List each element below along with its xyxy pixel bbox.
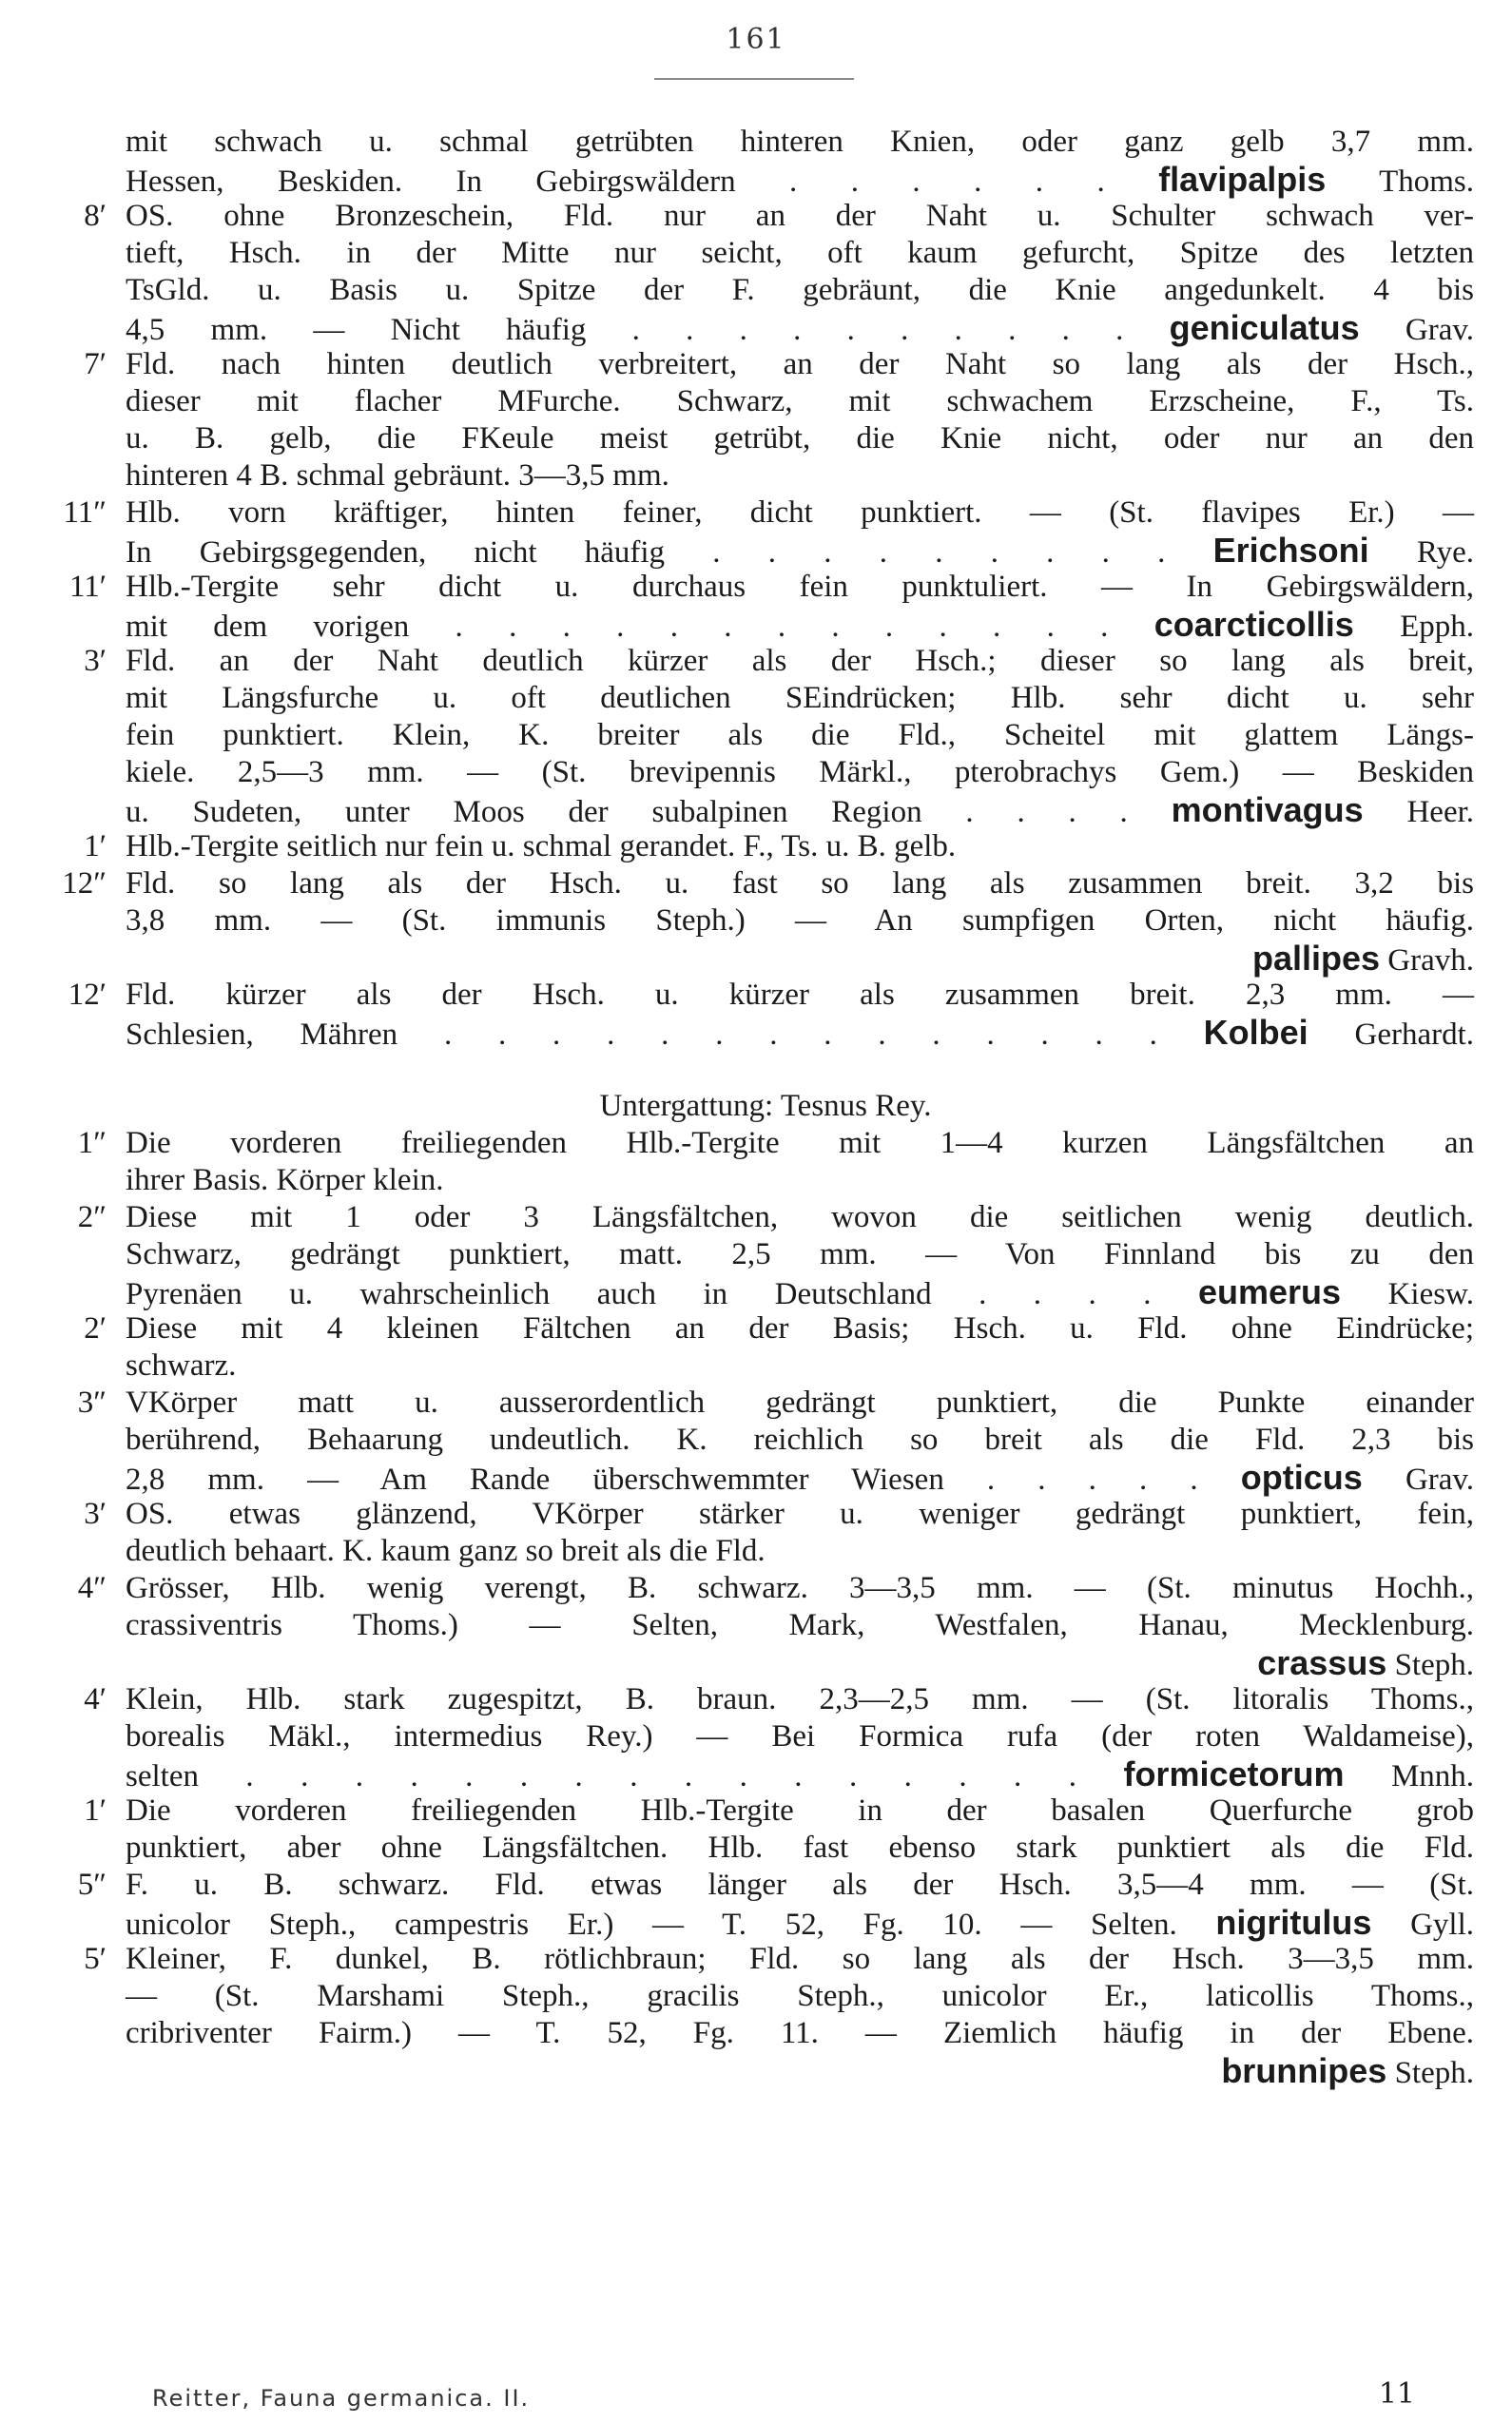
line-content: Die vorderen freiliegenden Hlb.-Tergite in der basalen Querfurche grob	[126, 1793, 1474, 1828]
text-line	[38, 791, 1493, 828]
text-line	[38, 1125, 1493, 1162]
text-line	[38, 272, 1493, 309]
line-content: Pyrenäen u. wahrscheinlich auch in Deutschland . . . .	[126, 1277, 1152, 1311]
line-text	[126, 977, 1474, 1014]
line-content: Hlb.-Tergite seitlich nur fein u. schmal gerandet. F., Ts. u. B. gelb.	[126, 829, 957, 863]
footer-source: Reitter, Fauna germanica. II.	[152, 2385, 531, 2412]
species-author: Grav.	[1405, 1463, 1475, 1497]
species-author: Mnnh.	[1390, 1759, 1475, 1793]
text-line	[38, 828, 1493, 865]
text-line	[38, 606, 1493, 643]
species-author: Steph.	[1394, 2056, 1474, 2090]
line-content: dieser mit flacher MFurche. Schwarz, mit schwachem Erzscheine, F., Ts.	[126, 384, 1474, 418]
text-line	[38, 717, 1493, 754]
species-author: Kiesw.	[1387, 1277, 1474, 1311]
line-content: mit dem vorigen . . . . . . . . . . . . .	[126, 610, 1109, 644]
species-author: Steph.	[1394, 1648, 1474, 1682]
text-line	[38, 1607, 1493, 1644]
line-text	[126, 1681, 1474, 1718]
text-line	[38, 865, 1493, 902]
couplet-number: 2′	[84, 1311, 107, 1346]
species-name: pallipes	[1251, 939, 1381, 978]
text-line	[38, 1941, 1493, 1978]
line-text	[126, 124, 1474, 161]
couplet-number: 1′	[84, 829, 107, 863]
line-text	[126, 828, 1474, 865]
line-text	[126, 1867, 1474, 1904]
line-text	[126, 1533, 1474, 1570]
line-text	[126, 1793, 1474, 1830]
text-line	[38, 1570, 1493, 1607]
species-name: crassus	[1257, 1643, 1387, 1682]
line-content: Grösser, Hlb. wenig verengt, B. schwarz. 3—3,5 mm. — (St. minutus Hochh.,	[126, 1571, 1474, 1605]
line-content: u. Sudeten, unter Moos der subalpinen Region . . . .	[126, 795, 1128, 829]
line-content: borealis Mäkl., intermedius Rey.) — Bei Formica rufa (der roten Waldameise),	[126, 1719, 1474, 1754]
line-content: mit Längsfurche u. oft deutlichen SEindrücken; Hlb. sehr dicht u. sehr	[126, 681, 1474, 715]
text-line	[38, 161, 1493, 198]
text-line	[38, 643, 1493, 680]
species-author: Gravh.	[1387, 943, 1474, 978]
line-content: Fld. kürzer als der Hsch. u. kürzer als zusammen breit. 2,3 mm. —	[126, 978, 1474, 1012]
line-text	[126, 346, 1474, 383]
couplet-number: 12″	[62, 866, 107, 901]
couplet-number: 1′	[84, 1793, 107, 1828]
line-content: selten . . . . . . . . . . . . . . . .	[126, 1759, 1076, 1793]
text-line	[38, 1867, 1493, 1904]
line-content: TsGld. u. Basis u. Spitze der F. gebräunt, die Knie angedunkelt. 4 bis	[126, 273, 1474, 307]
line-text	[126, 1310, 1474, 1347]
line-content: tieft, Hsch. in der Mitte nur seicht, oft kaum gefurcht, Spitze des letzten	[126, 236, 1474, 270]
couplet-number: 11″	[63, 495, 107, 530]
text-line	[38, 569, 1493, 606]
text-line	[38, 1755, 1493, 1793]
species-author: Grav.	[1405, 313, 1474, 347]
species-name: nigritulus	[1215, 1903, 1372, 1942]
species-author: Gyll.	[1410, 1908, 1474, 1942]
line-text	[126, 1570, 1474, 1607]
species-name: Erichsoni	[1212, 531, 1369, 570]
species-name: coarcticollis	[1153, 605, 1354, 644]
text-line	[38, 1162, 1493, 1199]
line-text	[126, 717, 1474, 754]
couplet-number: 2″	[77, 1200, 107, 1234]
text-line	[38, 1681, 1493, 1718]
text-line	[38, 1347, 1493, 1385]
line-content: Die vorderen freiliegenden Hlb.-Tergite mit 1—4 kurzen Längsfältchen an	[126, 1126, 1474, 1160]
line-content: 3,8 mm. — (St. immunis Steph.) — An sumpfigen Orten, nicht häufig.	[126, 903, 1474, 938]
line-content: unicolor Steph., campestris Er.) — T. 52, Fg. 10. — Selten.	[126, 1908, 1177, 1942]
line-content: deutlich behaart. K. kaum ganz so breit als die Fld.	[126, 1534, 766, 1568]
text-line	[38, 1051, 1493, 1088]
species-author: Gerhardt.	[1354, 1018, 1475, 1052]
text-line	[38, 124, 1493, 161]
line-content: Fld. so lang als der Hsch. u. fast so lang als zusammen breit. 3,2 bis	[126, 866, 1474, 901]
text-line	[38, 1793, 1493, 1830]
couplet-number: 7′	[84, 347, 107, 381]
line-content: Schwarz, gedrängt punktiert, matt. 2,5 mm. — Von Finnland bis zu den	[126, 1237, 1474, 1271]
text-line	[38, 1904, 1493, 1941]
text-line	[38, 1459, 1493, 1496]
line-text	[126, 532, 1474, 572]
text-line	[38, 2015, 1493, 2052]
line-content: punktiert, aber ohne Längsfältchen. Hlb. fast ebenso stark punktiert als die Fld.	[126, 1831, 1474, 1865]
couplet-number: 12′	[68, 978, 107, 1012]
couplet-number: 8′	[84, 199, 107, 233]
text-line	[38, 977, 1493, 1014]
species-line	[126, 1644, 1474, 1684]
text-line	[38, 346, 1493, 383]
line-content: Klein, Hlb. stark zugespitzt, B. braun. 2,3—2,5 mm. — (St. litoralis Thoms.,	[126, 1682, 1474, 1716]
couplet-number: 1″	[77, 1126, 107, 1160]
line-text	[126, 272, 1474, 309]
line-text	[126, 1014, 1474, 1054]
species-author: Thoms.	[1379, 165, 1475, 199]
text-line	[38, 198, 1493, 235]
text-line	[38, 1644, 1493, 1681]
line-text	[126, 865, 1474, 902]
line-content: Untergattung: Tesnus Rey.	[599, 1089, 932, 1123]
line-text	[126, 680, 1474, 717]
text-line	[38, 2052, 1493, 2089]
line-text	[126, 1273, 1474, 1313]
line-text	[126, 420, 1474, 457]
species-author: Epph.	[1400, 610, 1475, 644]
line-text	[126, 569, 1474, 606]
line-content: In Gebirgsgegenden, nicht häufig . . . . . . . . .	[126, 535, 1166, 570]
text-line	[38, 1718, 1493, 1755]
text-line	[38, 1310, 1493, 1347]
line-text	[126, 161, 1474, 201]
line-text	[126, 1125, 1474, 1162]
species-name: formicetorum	[1123, 1754, 1345, 1793]
line-content: OS. etwas glänzend, VKörper stärker u. weniger gedrängt punktiert, fein,	[126, 1497, 1474, 1531]
text-line	[38, 1385, 1493, 1422]
line-text	[126, 1347, 1474, 1385]
couplet-number: 4″	[77, 1571, 107, 1605]
text-line	[38, 754, 1493, 791]
species-name: opticus	[1240, 1458, 1363, 1497]
line-content: Fld. an der Naht deutlich kürzer als der Hsch.; dieser so lang als breit,	[126, 644, 1474, 678]
couplet-number: 4′	[84, 1682, 107, 1716]
line-text	[126, 606, 1474, 646]
text-line	[38, 1273, 1493, 1310]
couplet-number: 3′	[84, 644, 107, 678]
line-text	[126, 235, 1474, 272]
species-name: Kolbei	[1203, 1013, 1308, 1052]
line-content: Diese mit 4 kleinen Fältchen an der Basis; Hsch. u. Fld. ohne Eindrücke;	[126, 1311, 1474, 1346]
text-line	[38, 1236, 1493, 1273]
line-text	[126, 198, 1474, 235]
couplet-number: 11′	[69, 570, 107, 604]
text-line	[38, 940, 1493, 977]
text-line	[38, 1830, 1493, 1867]
line-text	[126, 2015, 1474, 2052]
text-line	[38, 1978, 1493, 2015]
text-line	[38, 532, 1493, 569]
species-name: montivagus	[1171, 790, 1364, 829]
line-text	[126, 383, 1474, 420]
line-text	[126, 791, 1474, 831]
line-text	[126, 457, 1474, 494]
line-text	[126, 1385, 1474, 1422]
line-text	[126, 1904, 1474, 1944]
text-line	[38, 235, 1493, 272]
text-line	[38, 1014, 1493, 1051]
text-line	[38, 902, 1493, 940]
text-line	[38, 1533, 1493, 1570]
text-line	[38, 309, 1493, 346]
line-text	[126, 1199, 1474, 1236]
species-name: flavipalpis	[1158, 160, 1327, 199]
text-line	[38, 1496, 1493, 1533]
line-content: Hlb. vorn kräftiger, hinten feiner, dicht punktiert. — (St. flavipes Er.) —	[126, 495, 1474, 530]
species-name: geniculatus	[1169, 308, 1360, 347]
line-content: fein punktiert. Klein, K. breiter als die Fld., Scheitel mit glattem Längs-	[126, 718, 1474, 752]
text-line	[38, 680, 1493, 717]
text-line	[38, 1422, 1493, 1459]
species-line	[126, 940, 1474, 979]
line-content: cribriventer Fairm.) — T. 52, Fg. 11. — Ziemlich häufig in der Ebene.	[126, 2016, 1474, 2050]
line-content: berührend, Behaarung undeutlich. K. reichlich so breit als die Fld. 2,3 bis	[126, 1423, 1474, 1457]
line-text	[126, 1830, 1474, 1867]
line-content: OS. ohne Bronzeschein, Fld. nur an der Naht u. Schulter schwach ver-	[126, 199, 1474, 233]
line-content: Kleiner, F. dunkel, B. rötlichbraun; Fld. so lang als der Hsch. 3—3,5 mm.	[126, 1942, 1474, 1976]
line-content: 2,8 mm. — Am Rande überschwemmter Wiesen . . . . .	[126, 1463, 1198, 1497]
line-content: F. u. B. schwarz. Fld. etwas länger als der Hsch. 3,5—4 mm. — (St.	[126, 1868, 1474, 1902]
page-number: 161	[726, 23, 786, 56]
line-text	[126, 1755, 1474, 1795]
text-line	[38, 420, 1493, 457]
line-content: mit schwach u. schmal getrübten hinteren Knien, oder ganz gelb 3,7 mm.	[126, 125, 1474, 159]
couplet-number: 3′	[84, 1497, 107, 1531]
line-content: Diese mit 1 oder 3 Längsfältchen, wovon die seitlichen wenig deutlich.	[126, 1200, 1474, 1234]
line-content: kiele. 2,5—3 mm. — (St. brevipennis Märkl., pterobrachys Gem.) — Beskiden	[126, 755, 1474, 789]
species-name: eumerus	[1198, 1272, 1342, 1311]
footer-signature: 11	[1378, 2377, 1415, 2411]
line-text	[126, 1978, 1474, 2015]
line-content: crassiventris Thoms.) — Selten, Mark, Westfalen, Hanau, Mecklenburg.	[126, 1608, 1474, 1642]
text-line	[38, 494, 1493, 532]
line-text	[126, 494, 1474, 532]
line-content: Hlb.-Tergite sehr dicht u. durchaus fein punktuliert. — In Gebirgswäldern,	[126, 570, 1474, 604]
header-rule	[654, 78, 854, 80]
line-text	[126, 1236, 1474, 1273]
line-text	[126, 1459, 1474, 1499]
line-text	[126, 1496, 1474, 1533]
species-author: Heer.	[1406, 795, 1475, 829]
line-content: Hessen, Beskiden. In Gebirgswäldern . . . . . .	[126, 165, 1105, 199]
line-text	[126, 1162, 1474, 1199]
subgenus-heading	[38, 1088, 1493, 1125]
line-text	[126, 902, 1474, 940]
key-text-body	[38, 124, 1493, 2089]
text-line	[38, 1088, 1493, 1125]
line-content: schwarz.	[126, 1348, 237, 1383]
line-text	[126, 643, 1474, 680]
species-name: brunnipes	[1221, 2051, 1387, 2090]
line-content: hinteren 4 B. schmal gebräunt. 3—3,5 mm.	[126, 458, 669, 493]
text-line	[38, 457, 1493, 494]
line-content: ihrer Basis. Körper klein.	[126, 1163, 444, 1197]
line-text	[126, 1718, 1474, 1755]
line-text	[126, 309, 1474, 349]
couplet-number: 5′	[84, 1942, 107, 1976]
line-text	[126, 1941, 1474, 1978]
couplet-number: 5″	[77, 1868, 107, 1902]
line-content: u. B. gelb, die FKeule meist getrübt, die Knie nicht, oder nur an den	[126, 421, 1474, 456]
line-text	[126, 754, 1474, 791]
line-text	[126, 1422, 1474, 1459]
couplet-number: 3″	[77, 1386, 107, 1420]
line-content: 4,5 mm. — Nicht häufig . . . . . . . . . .	[126, 313, 1124, 347]
text-line	[38, 1199, 1493, 1236]
line-content: VKörper matt u. ausserordentlich gedrängt punktiert, die Punkte einander	[126, 1386, 1474, 1420]
line-content: Schlesien, Mähren . . . . . . . . . . . . . .	[126, 1018, 1157, 1052]
species-author: Rye.	[1416, 535, 1474, 570]
line-content: — (St. Marshami Steph., gracilis Steph., unicolor Er., laticollis Thoms.,	[126, 1979, 1474, 2013]
line-content: Fld. nach hinten deutlich verbreitert, an der Naht so lang als der Hsch.,	[126, 347, 1474, 381]
species-line	[126, 2052, 1474, 2092]
text-line	[38, 383, 1493, 420]
line-text	[126, 1607, 1474, 1644]
